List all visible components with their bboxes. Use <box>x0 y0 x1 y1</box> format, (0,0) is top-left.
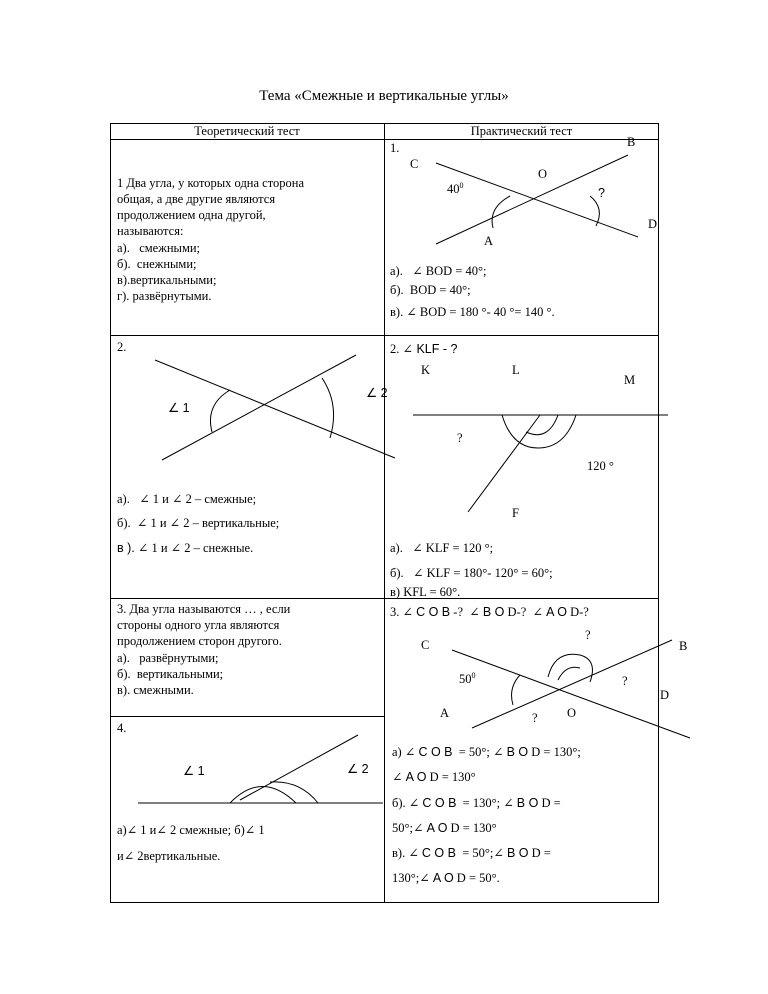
theory-q1-option-c: в).вертикальными; <box>117 273 217 287</box>
p3-opt-part: B O <box>506 846 529 860</box>
p3-angle-degree: 0 <box>471 671 476 680</box>
theory-q2-option-a: а). ∠ 1 и ∠ 2 – смежные; <box>117 492 257 506</box>
q4-angle-1-label: ∠ 1 <box>183 764 205 778</box>
p3-q-part: D-? ∠ <box>504 605 547 619</box>
p3-opt-part: C O B <box>421 846 456 860</box>
practice-p3-option-a-line2 <box>392 769 476 785</box>
p3-angle-number: 50 <box>459 672 472 687</box>
theory-q1-text: 1 Два угла, у которых одна сторона общая, а две другие являются продолжением одна другой, называются: <box>117 176 305 238</box>
p3-label-question-bottom: ? <box>532 711 538 725</box>
theory-q3-text: 3. Два угла называются … , если стороны одного угла являются продолжением сторон другого. <box>117 602 291 648</box>
theory-q4-answer-line2: и∠ 2вертикальные. <box>117 849 221 863</box>
p3-label-C: C <box>421 638 430 652</box>
p3-opt-part: C O B <box>418 745 453 759</box>
p3-opt-part: = 130°; ∠ <box>456 796 517 810</box>
practice-p3-option-b-line1 <box>392 795 561 811</box>
p3-opt-part: D = <box>538 796 561 810</box>
p1-label-D: D <box>648 217 658 231</box>
page-title: Тема «Смежные и вертикальные углы» <box>259 88 509 104</box>
p1-angle-degree: 0 <box>459 181 464 190</box>
p3-opt-part: D = 50°. <box>453 871 500 885</box>
p3-q-part: 3. ∠ <box>390 605 417 619</box>
theory-q2-number: 2. <box>117 340 127 354</box>
p3-opt-part: D = <box>528 846 551 860</box>
p3-q-part: C O B <box>416 605 451 619</box>
practice-p1-option-a: а). ∠ BOD = 40°; <box>390 264 487 278</box>
p3-opt-part: = 50°; ∠ <box>452 745 507 759</box>
p3-opt-part: C O B <box>422 796 457 810</box>
p1-angle-number: 40 <box>447 182 460 197</box>
option-c-prefix: в ). <box>117 541 135 555</box>
theory-q2-option-b: б). ∠ 1 и ∠ 2 – вертикальные; <box>117 516 280 530</box>
practice-p3-option-c-line1 <box>392 845 551 861</box>
p2-question-number: 2. ∠ <box>390 342 413 356</box>
p3-opt-part: B O <box>516 796 539 810</box>
theory-q1-option-b: б). снежными; <box>117 257 197 271</box>
p2-label-M: M <box>624 373 636 387</box>
p3-label-O: O <box>567 706 577 720</box>
p2-label-K: K <box>421 363 431 377</box>
practice-p2-option-b: б). ∠ KLF = 180°- 120° = 60°; <box>390 566 553 580</box>
theory-q3-option-c: в). смежными. <box>117 683 194 697</box>
p3-opt-part: 50°;∠ <box>392 821 427 835</box>
p3-label-D: D <box>660 688 670 702</box>
practice-p3-option-a-line1 <box>392 744 581 760</box>
p3-opt-part: D = 130° <box>426 770 476 784</box>
p3-opt-part: = 50°;∠ <box>455 846 507 860</box>
q4-angle-2-label: ∠ 2 <box>347 762 369 776</box>
p3-opt-part: D = 130°; <box>528 745 581 759</box>
p3-label-question-right: ? <box>622 674 628 688</box>
p3-angle-q-inner-arc <box>558 667 580 680</box>
p3-opt-part: A O <box>405 770 427 784</box>
p2-label-question: ? <box>457 431 463 445</box>
p3-label-A: A <box>440 706 450 720</box>
p3-q-part: A O <box>546 605 567 619</box>
practice-p2-option-a: а). ∠ KLF = 120 °; <box>390 541 494 555</box>
header-theory: Теоретический тест <box>194 124 300 138</box>
p2-label-L: L <box>512 363 520 377</box>
p3-opt-part: б). ∠ <box>392 796 423 810</box>
theory-q4-number: 4. <box>117 721 127 735</box>
option-c-text: ∠ 1 и ∠ 2 – снежные. <box>134 541 254 555</box>
p3-opt-part: ∠ <box>392 770 406 784</box>
practice-p1-option-b: б). BOD = 40°; <box>390 283 471 297</box>
p3-opt-part: 130°;∠ <box>392 871 433 885</box>
p1-label-O: O <box>538 167 548 181</box>
p2-label-F: F <box>512 506 519 520</box>
q2-angle-1-label: ∠ 1 <box>168 401 190 415</box>
q2-angle-2-label: ∠ 2 <box>366 386 388 400</box>
practice-p1-number: 1. <box>390 141 400 155</box>
theory-q1-option-d: г). развёрнутыми. <box>117 289 212 303</box>
p1-label-C: C <box>410 157 419 171</box>
p1-label-B: B <box>627 135 636 149</box>
theory-q4-answer-line1: а)∠ 1 и∠ 2 смежные; б)∠ 1 <box>117 823 265 837</box>
p3-q-part: B O <box>482 605 505 619</box>
theory-q3-option-a: а). развёрнутыми; <box>117 651 219 665</box>
practice-p2-option-c: в) KFL = 60°. <box>390 585 461 599</box>
header-practice: Практический тест <box>470 124 573 138</box>
p3-opt-part: D = 130° <box>447 821 497 835</box>
p3-opt-part: A O <box>426 821 448 835</box>
practice-p1-option-c: в). ∠ BOD = 180 °- 40 °= 140 °. <box>390 305 555 319</box>
p3-opt-part: A O <box>432 871 454 885</box>
p3-label-B: B <box>679 639 688 653</box>
p3-q-part: -? ∠ <box>450 605 483 619</box>
theory-q3-option-b: б). вертикальными; <box>117 667 224 681</box>
p1-label-question: ? <box>598 186 605 200</box>
p2-angle-value: 120 ° <box>587 459 614 473</box>
p1-label-A: A <box>484 234 494 248</box>
p3-opt-part: а) ∠ <box>392 745 419 759</box>
practice-p3-option-c-line2 <box>392 870 500 886</box>
p3-opt-part: B O <box>506 745 529 759</box>
p3-opt-part: в). ∠ <box>392 846 422 860</box>
p3-label-question-top: ? <box>585 628 591 642</box>
p3-line-AB <box>472 640 672 728</box>
p2-question-title: KLF - ? <box>412 342 458 356</box>
p3-line-CD <box>452 650 690 738</box>
p3-q-part: D-? <box>566 605 589 619</box>
p3-angle-50-arc <box>512 675 520 705</box>
theory-q1-option-a: а). смежными; <box>117 241 201 255</box>
practice-p3-option-b-line2 <box>392 820 497 836</box>
